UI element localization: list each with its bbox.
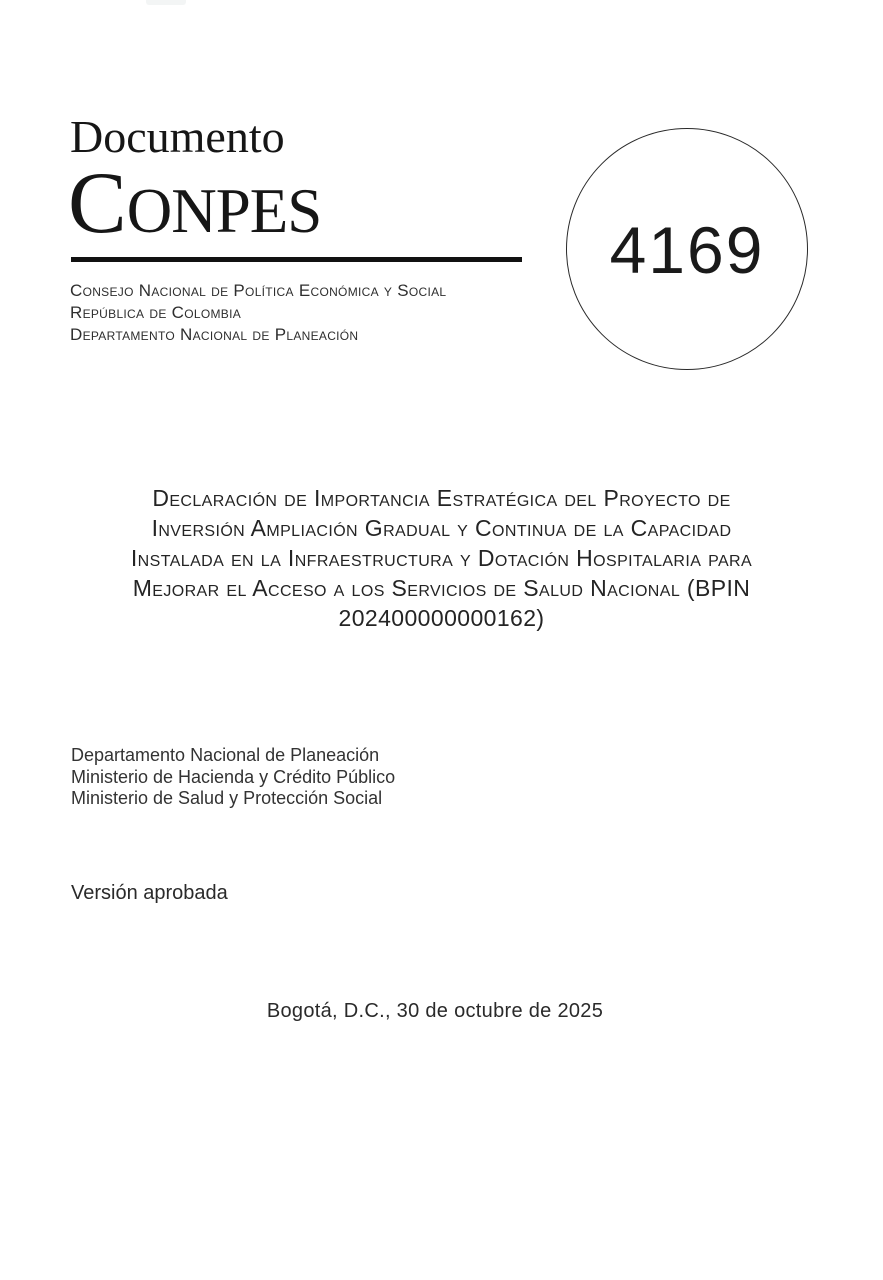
entity-minsalud: Ministerio de Salud y Protección Social [71,788,383,808]
title-line-3: Instalada en la Infraestructura y Dotación Hospitalaria para [130,545,753,571]
institution-line-consejo: Consejo Nacional de Política Económica y Social [70,281,447,300]
version-label: Versión aprobada [71,882,228,904]
masthead-acronym-conpes [68,155,322,252]
scan-artifact [146,0,186,5]
masthead-acronym-rest: ONPES [126,176,322,246]
title-line-4: Mejorar el Acceso a los Servicios de Salud Nacional (BPIN [132,575,751,601]
document-number: 4169 [609,213,765,287]
title-line-2: Inversión Ampliación Gradual y Continua de la Capacidad [151,515,732,541]
institution-line-republica: República de Colombia [70,303,242,322]
title-line-5: 202400000000162) [338,605,545,631]
entity-minhacienda: Ministerio de Hacienda y Crédito Público [71,766,396,787]
document-number-seal [566,128,808,370]
masthead-acronym-initial: C [68,155,127,252]
document-title [0,483,883,633]
title-line-1: Declaración de Importancia Estratégica del Proyecto de [152,485,731,511]
participating-entities [71,745,395,810]
masthead-word-documento: Documento [70,111,285,162]
entity-dnp: Departamento Nacional de Planeación [71,745,380,765]
institution-lines [70,280,446,346]
institution-line-dnp: Departamento Nacional de Planeación [70,325,359,344]
masthead-rule [71,257,522,262]
place-date-line: Bogotá, D.C., 30 de octubre de 2025 [266,1000,604,1022]
